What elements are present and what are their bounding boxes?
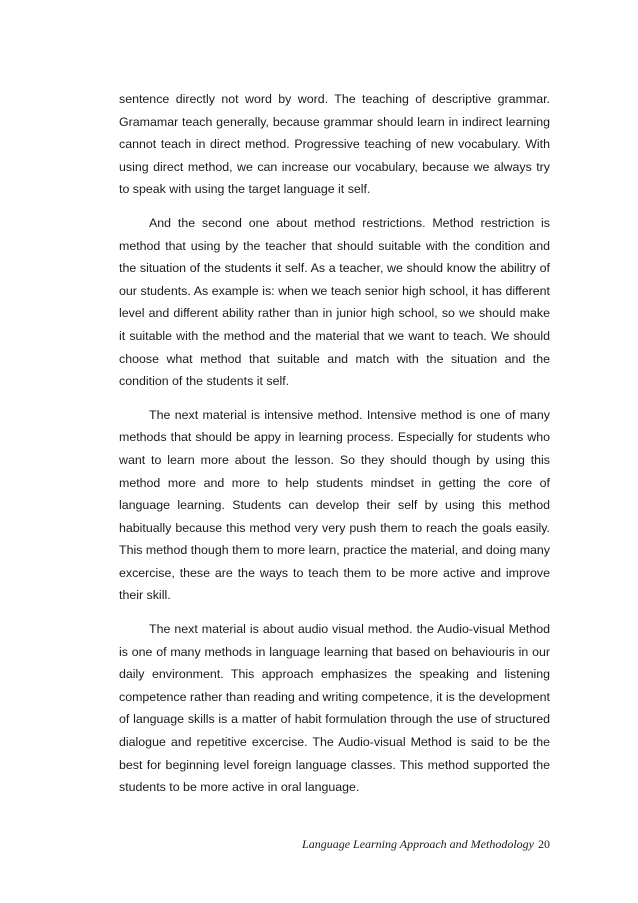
paragraph-4: The next material is about audio visual method. the Audio-visual Method is one of many methods in language learning that based on behaviouris in our daily environment. This approach emphasizes the speaking and listening competence rather than reading and writing competence, it is the development of language skills is a matter of habit formulation through the use of structured dialogue and repetitive excercise. The Audio-visual Method is said to be the best for beginning level foreign language classes. This method supported the students to be more active in oral language. [119,622,550,795]
paragraph-2: And the second one about method restrictions. Method restriction is method that using by the teacher that should suitable with the condition and the situation of the students it self. As a teacher, we should know the abilitry of our students. As example is: when we teach senior high school, it has different level and different ability rather than in junior high school, so we should make it suitable with the method and the material that we want to teach. We should choose what method that suitable and match with the situation and the condition of the students it self. [119,215,550,389]
footer-title: Language Learning Approach and Methodology [302,837,534,851]
body-text [119,88,550,810]
paragraph-3: The next material is intensive method. Intensive method is one of many methods that should be appy in learning process. Especially for students who want to learn more about the lesson. So they should though by using this method more and more to help students mindset in getting the core of language learning. Students can develop their self by using this method habitually because this method very very push them to reach the goals easily. This method though them to more learn, practice the material, and doing many excercise, these are the ways to teach them to be more active and improve their skill. [119,407,550,603]
page-number: 20 [538,837,550,851]
paragraph-1: sentence directly not word by word. The teaching of descriptive grammar. Gramamar teach generally, because grammar should learn in indirect learning cannot teach in direct method. Progressive teaching of new vocabulary. With using direct method, we can increase our vocabulary, because we always try to speak with using the target language it self. [119,92,550,197]
page-footer [302,837,550,852]
